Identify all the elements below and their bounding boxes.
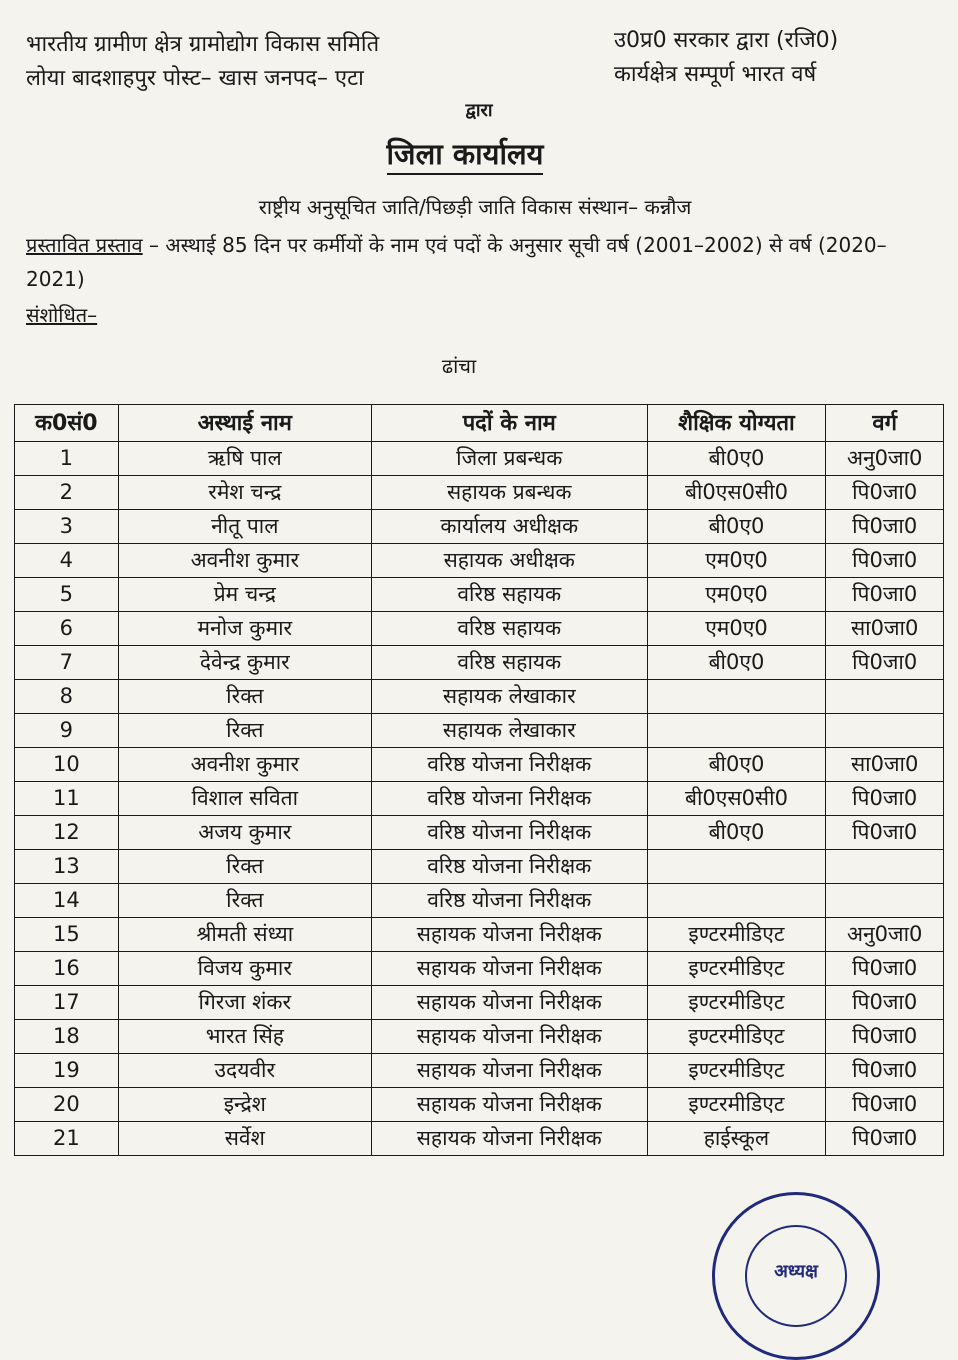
work-area-line: कार्यक्षेत्र सम्पूर्ण भारत वर्ष: [614, 62, 817, 87]
dwara-label: द्वारा: [465, 100, 493, 121]
cell-post: सहायक योजना निरीक्षक: [371, 952, 647, 986]
cell-serial: 11: [15, 782, 119, 816]
cell-qualification: बी0ए0: [647, 816, 826, 850]
cell-category: पि0जा0: [826, 1088, 944, 1122]
cell-serial: 8: [15, 680, 119, 714]
table-row: [15, 578, 944, 612]
cell-post: वरिष्ठ सहायक: [371, 612, 647, 646]
cell-serial: 19: [15, 1054, 119, 1088]
cell-category: सा0जा0: [826, 612, 944, 646]
proposal-label: प्रस्तावित प्रस्ताव: [26, 233, 143, 257]
table-row: [15, 476, 944, 510]
cell-name: देवेन्द्र कुमार: [118, 646, 371, 680]
cell-post: वरिष्ठ योजना निरीक्षक: [371, 816, 647, 850]
cell-category: पि0जा0: [826, 1122, 944, 1156]
cell-category: पि0जा0: [826, 816, 944, 850]
table-row: [15, 646, 944, 680]
cell-serial: 10: [15, 748, 119, 782]
cell-qualification: [647, 850, 826, 884]
cell-category: सा0जा0: [826, 748, 944, 782]
cell-serial: 12: [15, 816, 119, 850]
table-row: [15, 952, 944, 986]
institute-line: राष्ट्रीय अनुसूचित जाति/पिछड़ी जाति विकास संस्थान– कन्नौज: [258, 195, 692, 219]
table-row: [15, 1020, 944, 1054]
table-row: [15, 680, 944, 714]
cell-serial: 6: [15, 612, 119, 646]
cell-post: सहायक योजना निरीक्षक: [371, 918, 647, 952]
cell-qualification: एम0ए0: [647, 544, 826, 578]
cell-qualification: एम0ए0: [647, 612, 826, 646]
cell-serial: 13: [15, 850, 119, 884]
header-qualification: शैक्षिक योग्यता: [647, 405, 826, 442]
cell-name: विजय कुमार: [118, 952, 371, 986]
cell-post: वरिष्ठ योजना निरीक्षक: [371, 884, 647, 918]
table-row: [15, 884, 944, 918]
cell-post: वरिष्ठ योजना निरीक्षक: [371, 748, 647, 782]
table-row: [15, 612, 944, 646]
cell-name: भारत सिंह: [118, 1020, 371, 1054]
table-row: [15, 850, 944, 884]
cell-post: वरिष्ठ सहायक: [371, 578, 647, 612]
cell-category: पि0जा0: [826, 578, 944, 612]
proposal-text: – अस्थाई 85 दिन पर कर्मीयों के नाम एवं पदों के अनुसार सूची वर्ष (2001–2002) से वर्ष (2020–2021): [26, 233, 887, 291]
cell-post: वरिष्ठ सहायक: [371, 646, 647, 680]
proposal-paragraph: [26, 228, 926, 296]
cell-post: कार्यालय अधीक्षक: [371, 510, 647, 544]
cell-name: नीतू पाल: [118, 510, 371, 544]
cell-category: पि0जा0: [826, 1054, 944, 1088]
cell-post: जिला प्रबन्धक: [371, 442, 647, 476]
cell-name: अजय कुमार: [118, 816, 371, 850]
cell-name: विशाल सविता: [118, 782, 371, 816]
cell-category: [826, 680, 944, 714]
cell-serial: 15: [15, 918, 119, 952]
cell-name: ऋषि पाल: [118, 442, 371, 476]
cell-category: [826, 884, 944, 918]
cell-category: अनु0जा0: [826, 442, 944, 476]
header-left: [26, 28, 379, 96]
amended-label: संशोधित–: [26, 303, 98, 327]
cell-qualification: बी0एस0सी0: [647, 782, 826, 816]
cell-category: पि0जा0: [826, 544, 944, 578]
cell-category: पि0जा0: [826, 476, 944, 510]
cell-serial: 17: [15, 986, 119, 1020]
cell-post: वरिष्ठ योजना निरीक्षक: [371, 850, 647, 884]
header-right: [614, 24, 838, 92]
cell-serial: 2: [15, 476, 119, 510]
table-row: [15, 1122, 944, 1156]
cell-name: रिक्त: [118, 850, 371, 884]
cell-qualification: बी0ए0: [647, 442, 826, 476]
table-row: [15, 782, 944, 816]
cell-qualification: बी0ए0: [647, 510, 826, 544]
cell-post: सहायक लेखाकार: [371, 714, 647, 748]
cell-serial: 3: [15, 510, 119, 544]
cell-serial: 14: [15, 884, 119, 918]
cell-serial: 18: [15, 1020, 119, 1054]
cell-category: [826, 850, 944, 884]
cell-post: सहायक योजना निरीक्षक: [371, 1020, 647, 1054]
cell-category: अनु0जा0: [826, 918, 944, 952]
page-title: [0, 134, 930, 173]
cell-serial: 4: [15, 544, 119, 578]
cell-qualification: [647, 680, 826, 714]
cell-post: सहायक योजना निरीक्षक: [371, 1054, 647, 1088]
cell-qualification: इण्टरमीडिएट: [647, 918, 826, 952]
cell-name: गिरजा शंकर: [118, 986, 371, 1020]
cell-qualification: [647, 884, 826, 918]
header-category: वर्ग: [826, 405, 944, 442]
cell-serial: 20: [15, 1088, 119, 1122]
cell-name: रिक्त: [118, 680, 371, 714]
cell-qualification: बी0ए0: [647, 646, 826, 680]
cell-category: पि0जा0: [826, 782, 944, 816]
cell-qualification: बी0एस0सी0: [647, 476, 826, 510]
table-row: [15, 714, 944, 748]
table-row: [15, 986, 944, 1020]
table-row: [15, 918, 944, 952]
cell-post: सहायक योजना निरीक्षक: [371, 1122, 647, 1156]
cell-qualification: हाईस्कूल: [647, 1122, 826, 1156]
table-row: [15, 1054, 944, 1088]
table-header-row: [15, 405, 944, 442]
cell-qualification: इण्टरमीडिएट: [647, 952, 826, 986]
header-serial: क0सं0: [15, 405, 119, 442]
cell-category: [826, 714, 944, 748]
cell-qualification: [647, 714, 826, 748]
staff-table: [14, 404, 944, 1156]
cell-post: वरिष्ठ योजना निरीक्षक: [371, 782, 647, 816]
cell-name: उदयवीर: [118, 1054, 371, 1088]
table-row: [15, 816, 944, 850]
seal-text: अध्यक्ष: [774, 1261, 818, 1282]
table-row: [15, 748, 944, 782]
table-row: [15, 544, 944, 578]
cell-post: सहायक अधीक्षक: [371, 544, 647, 578]
cell-serial: 7: [15, 646, 119, 680]
table-row: [15, 510, 944, 544]
header-name: अस्थाई नाम: [118, 405, 371, 442]
cell-name: रिक्त: [118, 884, 371, 918]
cell-serial: 9: [15, 714, 119, 748]
cell-name: अवनीश कुमार: [118, 544, 371, 578]
cell-qualification: इण्टरमीडिएट: [647, 1088, 826, 1122]
cell-category: पि0जा0: [826, 510, 944, 544]
cell-post: सहायक योजना निरीक्षक: [371, 986, 647, 1020]
cell-name: रमेश चन्द्र: [118, 476, 371, 510]
header-post: पदों के नाम: [371, 405, 647, 442]
cell-name: सर्वेश: [118, 1122, 371, 1156]
org-name: भारतीय ग्रामीण क्षेत्र ग्रामोद्योग विकास समिति: [26, 32, 380, 57]
cell-name: मनोज कुमार: [118, 612, 371, 646]
cell-qualification: एम0ए0: [647, 578, 826, 612]
cell-name: रिक्त: [118, 714, 371, 748]
table-row: [15, 442, 944, 476]
cell-qualification: इण्टरमीडिएट: [647, 1020, 826, 1054]
amended-line: [26, 298, 926, 332]
table-body: [15, 442, 944, 1156]
cell-qualification: इण्टरमीडिएट: [647, 1054, 826, 1088]
title-text: जिला कार्यालय: [387, 137, 544, 175]
org-address: लोया बादशाहपुर पोस्ट– खास जनपद– एटा: [26, 66, 364, 91]
cell-name: इन्द्रेश: [118, 1088, 371, 1122]
cell-name: श्रीमती संध्या: [118, 918, 371, 952]
structure-label: ढांचा: [441, 354, 477, 378]
cell-serial: 21: [15, 1122, 119, 1156]
cell-category: पि0जा0: [826, 1020, 944, 1054]
cell-serial: 5: [15, 578, 119, 612]
cell-category: पि0जा0: [826, 986, 944, 1020]
cell-post: सहायक लेखाकार: [371, 680, 647, 714]
cell-qualification: इण्टरमीडिएट: [647, 986, 826, 1020]
cell-post: सहायक प्रबन्धक: [371, 476, 647, 510]
cell-qualification: बी0ए0: [647, 748, 826, 782]
cell-serial: 1: [15, 442, 119, 476]
registration-line: उ0प्र0 सरकार द्वारा (रजि0): [614, 28, 839, 53]
official-seal: [712, 1192, 880, 1360]
cell-name: अवनीश कुमार: [118, 748, 371, 782]
cell-serial: 16: [15, 952, 119, 986]
cell-name: प्रेम चन्द्र: [118, 578, 371, 612]
cell-post: सहायक योजना निरीक्षक: [371, 1088, 647, 1122]
cell-category: पि0जा0: [826, 952, 944, 986]
table-row: [15, 1088, 944, 1122]
cell-category: पि0जा0: [826, 646, 944, 680]
